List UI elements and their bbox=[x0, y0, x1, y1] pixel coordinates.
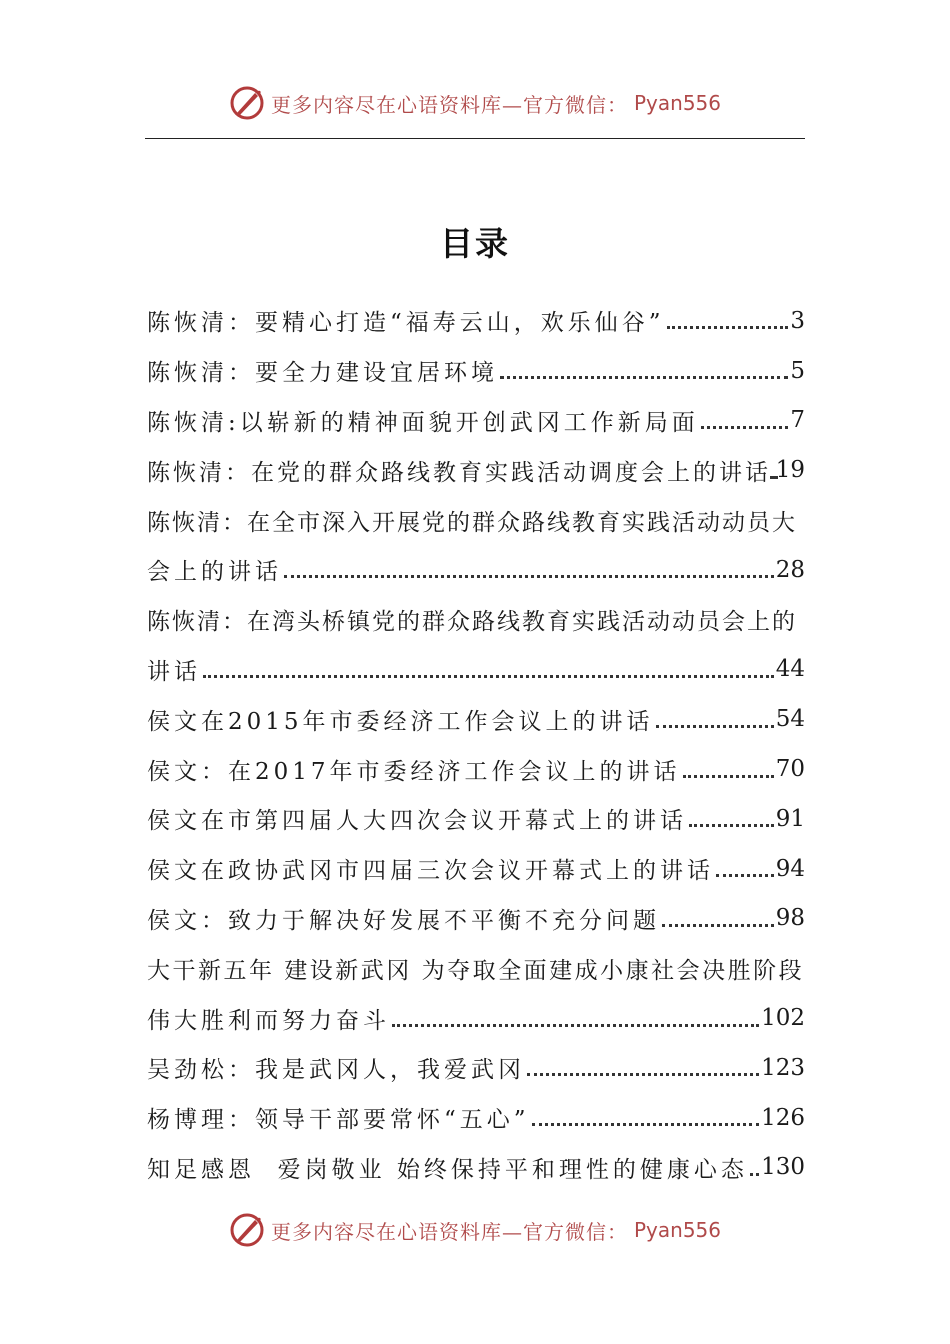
toc-entry[interactable] bbox=[147, 595, 805, 645]
toc-entry[interactable] bbox=[147, 943, 805, 993]
toc-entry-page-number: 94 bbox=[775, 855, 805, 882]
toc-entry-page-number: 126 bbox=[761, 1104, 805, 1131]
toc-entry[interactable] bbox=[147, 694, 805, 744]
toc-entry-page-number: 19 bbox=[775, 457, 805, 484]
toc-entry-title: 陈恢清：在党的群众路线教育实践活动调度会上的讲话 bbox=[147, 459, 771, 486]
toc-dot-leader bbox=[750, 1173, 759, 1176]
header-banner-text: 更多内容尽在心语资料库—官方微信： bbox=[270, 92, 628, 117]
toc-entry-title: 讲话 bbox=[147, 658, 201, 685]
toc-dot-leader bbox=[500, 376, 788, 379]
toc-entry[interactable] bbox=[147, 445, 805, 495]
toc-entry[interactable] bbox=[147, 744, 805, 794]
toc-entry[interactable] bbox=[147, 894, 805, 944]
toc-entry[interactable] bbox=[147, 1043, 805, 1093]
toc-entry-page-number: 7 bbox=[790, 407, 805, 434]
header-rule bbox=[145, 138, 805, 139]
toc-entry[interactable] bbox=[147, 844, 805, 894]
toc-entry-title: 侯文在政协武冈市四届三次会议开幕式上的讲话 bbox=[147, 858, 714, 885]
toc-entry-page-number: 54 bbox=[775, 706, 805, 733]
toc-entry-title: 陈恢清：在湾头桥镇党的群众路线教育实践活动动员会上的 bbox=[147, 609, 797, 636]
table-of-contents bbox=[147, 296, 805, 1192]
toc-entry-title: 侯文在2015年市委经济工作会议上的讲话 bbox=[147, 708, 654, 735]
toc-dot-leader bbox=[701, 426, 789, 429]
toc-entry[interactable] bbox=[147, 1143, 805, 1193]
toc-entry-page-number: 102 bbox=[761, 1005, 805, 1032]
toc-entry[interactable] bbox=[147, 794, 805, 844]
toc-dot-leader bbox=[284, 575, 774, 578]
toc-entry-page-number: 130 bbox=[761, 1154, 805, 1181]
toc-entry-title: 大干新五年 建设新武冈 为夺取全面建成小康社会决胜阶段 bbox=[147, 957, 805, 984]
toc-entry-page-number: 91 bbox=[775, 805, 805, 832]
toc-entry[interactable] bbox=[147, 346, 805, 396]
header-banner bbox=[0, 83, 950, 123]
toc-entry-title: 侯文：致力于解决好发展不平衡不充分问题 bbox=[147, 907, 660, 934]
toc-entry-title: 知足感恩 爱岗敬业 始终保持平和理性的健康心态 bbox=[147, 1156, 748, 1183]
page-title: 目录 bbox=[440, 224, 510, 263]
header-banner-wechat: Pyan556 bbox=[633, 91, 721, 115]
toc-entry-title: 陈恢清：要精心打造“福寿云山，欢乐仙谷” bbox=[147, 310, 665, 337]
toc-dot-leader bbox=[527, 1073, 759, 1076]
toc-dot-leader bbox=[716, 874, 774, 877]
toc-entry-page-number: 28 bbox=[775, 556, 805, 583]
toc-entry-title: 侯文：在2017年市委经济工作会议上的讲话 bbox=[147, 758, 681, 785]
toc-entry[interactable] bbox=[147, 296, 805, 346]
toc-entry[interactable] bbox=[147, 545, 805, 595]
toc-entry-title: 侯文在市第四届人大四次会议开幕式上的讲话 bbox=[147, 808, 687, 835]
toc-entry-title: 陈恢清:以崭新的精神面貌开创武冈工作新局面 bbox=[147, 409, 699, 436]
footer-banner-text: 更多内容尽在心语资料库—官方微信： bbox=[270, 1219, 628, 1244]
toc-entry[interactable] bbox=[147, 495, 805, 545]
toc-entry[interactable] bbox=[147, 1093, 805, 1143]
toc-dot-leader bbox=[667, 326, 789, 329]
toc-dot-leader bbox=[656, 725, 774, 728]
toc-entry-page-number: 98 bbox=[775, 905, 805, 932]
quill-logo-icon bbox=[229, 85, 265, 121]
toc-dot-leader bbox=[689, 824, 774, 827]
toc-entry[interactable] bbox=[147, 645, 805, 695]
toc-entry-title: 吴劲松：我是武冈人，我爱武冈 bbox=[147, 1057, 525, 1084]
toc-entry-title: 伟大胜利而努力奋斗 bbox=[147, 1007, 390, 1034]
toc-dot-leader bbox=[662, 924, 774, 927]
footer-banner bbox=[0, 1210, 950, 1250]
toc-entry-page-number: 5 bbox=[790, 357, 805, 384]
toc-entry-title: 陈恢清：在全市深入开展党的群众路线教育实践活动动员大 bbox=[147, 509, 797, 536]
toc-entry-page-number: 44 bbox=[775, 656, 805, 683]
toc-dot-leader bbox=[773, 476, 774, 479]
toc-entry-page-number: 3 bbox=[790, 307, 805, 334]
toc-dot-leader bbox=[683, 775, 774, 778]
toc-entry-title: 会上的讲话 bbox=[147, 559, 282, 586]
toc-entry[interactable] bbox=[147, 396, 805, 446]
toc-entry[interactable] bbox=[147, 993, 805, 1043]
footer-banner-wechat: Pyan556 bbox=[633, 1218, 721, 1242]
toc-entry-page-number: 70 bbox=[775, 756, 805, 783]
toc-dot-leader bbox=[532, 1123, 760, 1126]
quill-logo-icon bbox=[229, 1212, 265, 1248]
toc-entry-title: 陈恢清：要全力建设宜居环境 bbox=[147, 360, 498, 387]
toc-entry-page-number: 123 bbox=[761, 1054, 805, 1081]
toc-entry-title: 杨博理：领导干部要常怀“五心” bbox=[147, 1107, 530, 1134]
toc-dot-leader bbox=[392, 1024, 759, 1027]
toc-dot-leader bbox=[203, 675, 774, 678]
